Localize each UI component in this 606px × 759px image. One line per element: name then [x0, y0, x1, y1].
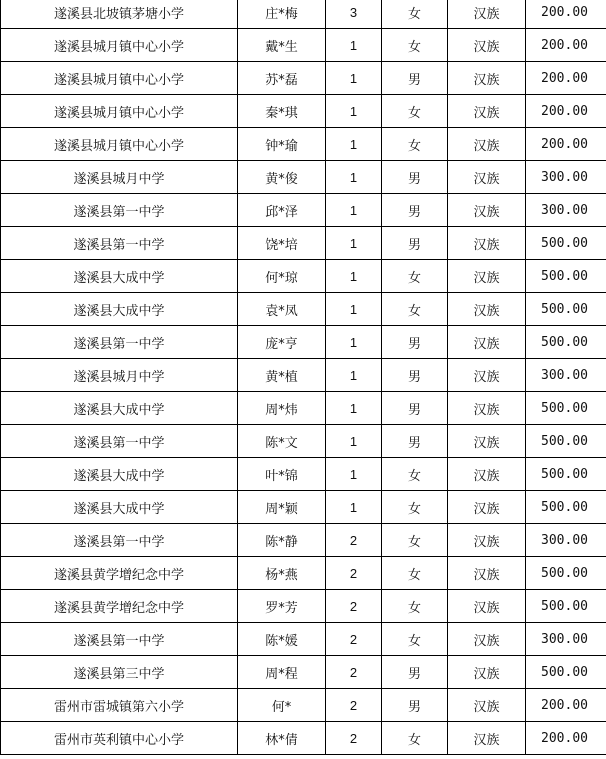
student-name-cell: 林*倩 [238, 722, 326, 755]
ethnicity-cell: 汉族 [448, 590, 526, 623]
amount-cell: 500.00 [526, 227, 606, 260]
table-row [1, 557, 606, 590]
ethnicity-cell: 汉族 [448, 458, 526, 491]
grade-cell: 2 [326, 722, 382, 755]
student-name-cell: 袁*凤 [238, 293, 326, 326]
table-row [1, 458, 606, 491]
student-name-cell: 陈*媛 [238, 623, 326, 656]
ethnicity-cell: 汉族 [448, 128, 526, 161]
ethnicity-cell: 汉族 [448, 293, 526, 326]
table-row [1, 194, 606, 227]
gender-cell: 女 [382, 458, 448, 491]
amount-cell: 200.00 [526, 95, 606, 128]
amount-cell: 200.00 [526, 689, 606, 722]
table-row [1, 326, 606, 359]
grade-cell: 1 [326, 62, 382, 95]
amount-cell: 500.00 [526, 656, 606, 689]
amount-cell: 300.00 [526, 161, 606, 194]
grade-cell: 1 [326, 260, 382, 293]
amount-cell: 300.00 [526, 194, 606, 227]
ethnicity-cell: 汉族 [448, 359, 526, 392]
school-cell: 遂溪县第一中学 [1, 326, 238, 359]
student-name-cell: 黄*植 [238, 359, 326, 392]
amount-cell: 500.00 [526, 458, 606, 491]
amount-cell: 200.00 [526, 0, 606, 29]
grade-cell: 1 [326, 227, 382, 260]
ethnicity-cell: 汉族 [448, 0, 526, 29]
student-name-cell: 周*炜 [238, 392, 326, 425]
table-row [1, 227, 606, 260]
ethnicity-cell: 汉族 [448, 392, 526, 425]
grade-cell: 1 [326, 359, 382, 392]
student-name-cell: 罗*芳 [238, 590, 326, 623]
school-cell: 遂溪县第一中学 [1, 623, 238, 656]
table-row [1, 689, 606, 722]
student-name-cell: 周*程 [238, 656, 326, 689]
grade-cell: 3 [326, 0, 382, 29]
ethnicity-cell: 汉族 [448, 260, 526, 293]
gender-cell: 女 [382, 128, 448, 161]
ethnicity-cell: 汉族 [448, 689, 526, 722]
ethnicity-cell: 汉族 [448, 95, 526, 128]
school-cell: 遂溪县第一中学 [1, 524, 238, 557]
ethnicity-cell: 汉族 [448, 227, 526, 260]
ethnicity-cell: 汉族 [448, 161, 526, 194]
table-row [1, 656, 606, 689]
student-name-cell: 邱*泽 [238, 194, 326, 227]
table-body [1, 0, 606, 755]
gender-cell: 男 [382, 689, 448, 722]
ethnicity-cell: 汉族 [448, 524, 526, 557]
grade-cell: 2 [326, 590, 382, 623]
student-name-cell: 杨*燕 [238, 557, 326, 590]
gender-cell: 男 [382, 62, 448, 95]
student-name-cell: 庞*亨 [238, 326, 326, 359]
gender-cell: 男 [382, 425, 448, 458]
ethnicity-cell: 汉族 [448, 425, 526, 458]
school-cell: 遂溪县第一中学 [1, 227, 238, 260]
school-cell: 遂溪县大成中学 [1, 260, 238, 293]
student-name-cell: 叶*锦 [238, 458, 326, 491]
ethnicity-cell: 汉族 [448, 62, 526, 95]
gender-cell: 女 [382, 29, 448, 62]
student-name-cell: 饶*培 [238, 227, 326, 260]
table-row [1, 29, 606, 62]
school-cell: 遂溪县城月中学 [1, 161, 238, 194]
grade-cell: 1 [326, 425, 382, 458]
student-name-cell: 庄*梅 [238, 0, 326, 29]
table-row [1, 359, 606, 392]
table-row [1, 623, 606, 656]
table-row [1, 392, 606, 425]
gender-cell: 男 [382, 392, 448, 425]
amount-cell: 200.00 [526, 128, 606, 161]
grade-cell: 2 [326, 689, 382, 722]
amount-cell: 200.00 [526, 62, 606, 95]
ethnicity-cell: 汉族 [448, 326, 526, 359]
school-cell: 遂溪县大成中学 [1, 491, 238, 524]
gender-cell: 女 [382, 491, 448, 524]
student-name-cell: 何*琼 [238, 260, 326, 293]
gender-cell: 女 [382, 557, 448, 590]
student-name-cell: 陈*静 [238, 524, 326, 557]
amount-cell: 500.00 [526, 557, 606, 590]
gender-cell: 女 [382, 260, 448, 293]
table-row [1, 590, 606, 623]
table-row [1, 62, 606, 95]
amount-cell: 200.00 [526, 29, 606, 62]
amount-cell: 500.00 [526, 392, 606, 425]
student-name-cell: 周*颖 [238, 491, 326, 524]
amount-cell: 300.00 [526, 524, 606, 557]
student-name-cell: 钟*瑜 [238, 128, 326, 161]
school-cell: 遂溪县第一中学 [1, 425, 238, 458]
ethnicity-cell: 汉族 [448, 623, 526, 656]
gender-cell: 男 [382, 326, 448, 359]
table-row [1, 260, 606, 293]
table-row [1, 722, 606, 755]
grade-cell: 1 [326, 293, 382, 326]
school-cell: 遂溪县大成中学 [1, 458, 238, 491]
ethnicity-cell: 汉族 [448, 557, 526, 590]
school-cell: 遂溪县大成中学 [1, 392, 238, 425]
school-cell: 遂溪县城月镇中心小学 [1, 62, 238, 95]
grade-cell: 1 [326, 194, 382, 227]
gender-cell: 男 [382, 161, 448, 194]
grade-cell: 1 [326, 392, 382, 425]
table-row [1, 524, 606, 557]
gender-cell: 男 [382, 656, 448, 689]
school-cell: 遂溪县北坡镇茅塘小学 [1, 0, 238, 29]
grade-cell: 1 [326, 491, 382, 524]
gender-cell: 女 [382, 524, 448, 557]
amount-cell: 500.00 [526, 326, 606, 359]
ethnicity-cell: 汉族 [448, 722, 526, 755]
amount-cell: 500.00 [526, 425, 606, 458]
gender-cell: 女 [382, 722, 448, 755]
amount-cell: 500.00 [526, 293, 606, 326]
school-cell: 遂溪县城月镇中心小学 [1, 128, 238, 161]
amount-cell: 500.00 [526, 590, 606, 623]
ethnicity-cell: 汉族 [448, 29, 526, 62]
amount-cell: 500.00 [526, 260, 606, 293]
table-row [1, 425, 606, 458]
school-cell: 遂溪县大成中学 [1, 293, 238, 326]
amount-cell: 200.00 [526, 722, 606, 755]
school-cell: 遂溪县城月镇中心小学 [1, 95, 238, 128]
ethnicity-cell: 汉族 [448, 194, 526, 227]
ethnicity-cell: 汉族 [448, 656, 526, 689]
school-cell: 雷州市英利镇中心小学 [1, 722, 238, 755]
gender-cell: 女 [382, 293, 448, 326]
school-cell: 遂溪县黄学增纪念中学 [1, 590, 238, 623]
student-name-cell: 苏*磊 [238, 62, 326, 95]
table-row [1, 128, 606, 161]
grade-cell: 1 [326, 326, 382, 359]
gender-cell: 男 [382, 359, 448, 392]
gender-cell: 女 [382, 95, 448, 128]
student-name-cell: 陈*文 [238, 425, 326, 458]
amount-cell: 300.00 [526, 359, 606, 392]
grade-cell: 2 [326, 656, 382, 689]
table-row [1, 95, 606, 128]
ethnicity-cell: 汉族 [448, 491, 526, 524]
gender-cell: 女 [382, 590, 448, 623]
school-cell: 遂溪县城月中学 [1, 359, 238, 392]
table-row [1, 293, 606, 326]
grade-cell: 1 [326, 128, 382, 161]
gender-cell: 女 [382, 0, 448, 29]
school-cell: 雷州市雷城镇第六小学 [1, 689, 238, 722]
grade-cell: 2 [326, 557, 382, 590]
gender-cell: 女 [382, 623, 448, 656]
grade-cell: 1 [326, 29, 382, 62]
grade-cell: 1 [326, 458, 382, 491]
grade-cell: 1 [326, 161, 382, 194]
student-name-cell: 秦*琪 [238, 95, 326, 128]
table-row [1, 0, 606, 29]
gender-cell: 男 [382, 194, 448, 227]
grade-cell: 2 [326, 524, 382, 557]
school-cell: 遂溪县第三中学 [1, 656, 238, 689]
amount-cell: 500.00 [526, 491, 606, 524]
grade-cell: 2 [326, 623, 382, 656]
student-name-cell: 黄*俊 [238, 161, 326, 194]
school-cell: 遂溪县第一中学 [1, 194, 238, 227]
school-cell: 遂溪县城月镇中心小学 [1, 29, 238, 62]
student-name-cell: 何* [238, 689, 326, 722]
grade-cell: 1 [326, 95, 382, 128]
student-name-cell: 戴*生 [238, 29, 326, 62]
gender-cell: 男 [382, 227, 448, 260]
amount-cell: 300.00 [526, 623, 606, 656]
table-row [1, 161, 606, 194]
school-cell: 遂溪县黄学增纪念中学 [1, 557, 238, 590]
table-row [1, 491, 606, 524]
